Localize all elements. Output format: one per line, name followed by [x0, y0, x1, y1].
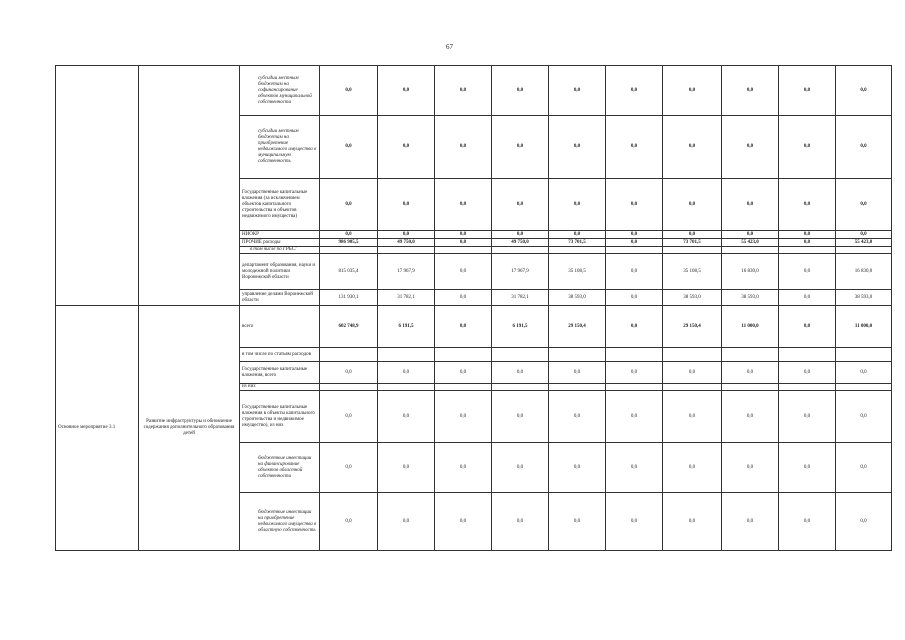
- value-cell: [549, 348, 606, 362]
- value-cell: [320, 348, 378, 362]
- value-cell: [378, 348, 435, 362]
- value-cell: 0,0: [435, 66, 492, 116]
- value-cell: 0,0: [836, 116, 892, 179]
- value-cell: 0,0: [606, 254, 663, 290]
- value-cell: 0,0: [492, 231, 549, 239]
- value-cell: 31 782,1: [492, 290, 549, 306]
- value-cell: 131 930,1: [320, 290, 378, 306]
- value-cell: 0,0: [492, 66, 549, 116]
- budget-table: [55, 65, 892, 551]
- value-cell: 0,0: [606, 179, 663, 231]
- value-cell: 0,0: [606, 362, 663, 384]
- value-cell: 0,0: [378, 116, 435, 179]
- value-cell: [779, 384, 836, 391]
- value-cell: 602 748,9: [320, 306, 378, 348]
- value-cell: 0,0: [435, 231, 492, 239]
- value-cell: 0,0: [549, 391, 606, 443]
- value-cell: [836, 384, 892, 391]
- value-cell: [492, 384, 549, 391]
- value-cell: 0,0: [663, 443, 722, 493]
- value-cell: 0,0: [836, 231, 892, 239]
- row-desc: НИОКР: [240, 231, 320, 239]
- value-cell: 0,0: [663, 66, 722, 116]
- value-cell: 0,0: [492, 116, 549, 179]
- table-row: [56, 306, 892, 348]
- page-number: 67: [446, 43, 453, 51]
- value-cell: 0,0: [663, 231, 722, 239]
- row-desc: в том числе по ГРБС:: [240, 247, 320, 254]
- value-cell: 0,0: [663, 391, 722, 443]
- value-cell: 0,0: [435, 254, 492, 290]
- value-cell: 16 830,0: [722, 254, 779, 290]
- value-cell: 0,0: [492, 362, 549, 384]
- value-cell: 49 750,0: [492, 239, 549, 247]
- value-cell: 16 830,0: [836, 254, 892, 290]
- value-cell: 11 000,0: [722, 306, 779, 348]
- value-cell: 0,0: [663, 116, 722, 179]
- value-cell: 0,0: [836, 179, 892, 231]
- value-cell: [492, 247, 549, 254]
- value-cell: 38 593,0: [836, 290, 892, 306]
- blank-cell: [56, 66, 139, 306]
- value-cell: [663, 384, 722, 391]
- value-cell: 0,0: [606, 443, 663, 493]
- value-cell: [722, 348, 779, 362]
- value-cell: [606, 348, 663, 362]
- value-cell: 0,0: [492, 391, 549, 443]
- table-row: [56, 66, 892, 116]
- value-cell: 0,0: [435, 290, 492, 306]
- row-desc: субсидии местным бюджетам на приобретение недвижимого имущества в муниципальную собственность: [240, 116, 320, 179]
- value-cell: 38 593,0: [549, 290, 606, 306]
- value-cell: 0,0: [663, 493, 722, 551]
- value-cell: 0,0: [320, 493, 378, 551]
- value-cell: 0,0: [435, 443, 492, 493]
- value-cell: 0,0: [836, 443, 892, 493]
- value-cell: 0,0: [606, 66, 663, 116]
- value-cell: 29 150,4: [549, 306, 606, 348]
- value-cell: [320, 247, 378, 254]
- blank-cell: [139, 66, 240, 306]
- value-cell: 55 423,0: [836, 239, 892, 247]
- value-cell: 0,0: [836, 362, 892, 384]
- value-cell: 0,0: [549, 231, 606, 239]
- value-cell: 0,0: [779, 362, 836, 384]
- value-cell: 0,0: [722, 179, 779, 231]
- value-cell: 29 150,4: [663, 306, 722, 348]
- value-cell: 0,0: [549, 443, 606, 493]
- value-cell: 17 967,9: [492, 254, 549, 290]
- value-cell: 0,0: [779, 443, 836, 493]
- value-cell: [606, 384, 663, 391]
- value-cell: 0,0: [378, 443, 435, 493]
- value-cell: [435, 384, 492, 391]
- value-cell: 11 000,0: [836, 306, 892, 348]
- value-cell: 0,0: [435, 179, 492, 231]
- value-cell: [722, 247, 779, 254]
- value-cell: [492, 348, 549, 362]
- value-cell: 0,0: [779, 306, 836, 348]
- value-cell: 0,0: [378, 66, 435, 116]
- value-cell: 0,0: [435, 239, 492, 247]
- value-cell: 0,0: [378, 391, 435, 443]
- value-cell: [378, 384, 435, 391]
- value-cell: [663, 247, 722, 254]
- value-cell: 0,0: [836, 493, 892, 551]
- value-cell: 0,0: [606, 290, 663, 306]
- value-cell: 0,0: [606, 239, 663, 247]
- row-desc: из них: [240, 384, 320, 391]
- value-cell: [435, 348, 492, 362]
- value-cell: 0,0: [722, 116, 779, 179]
- value-cell: 0,0: [320, 179, 378, 231]
- value-cell: 49 750,0: [378, 239, 435, 247]
- value-cell: 0,0: [779, 231, 836, 239]
- row-desc: Государственные капитальные вложения (за исключением объектов капитального строительства и объектов недвижимого имущества): [240, 179, 320, 231]
- value-cell: 6 191,5: [492, 306, 549, 348]
- value-cell: 986 905,5: [320, 239, 378, 247]
- row-desc: Государственные капитальные вложения в объекты капитального строительства и недвижимое имущество), из них: [240, 391, 320, 443]
- value-cell: 0,0: [435, 391, 492, 443]
- row-desc: всего: [240, 306, 320, 348]
- value-cell: [606, 247, 663, 254]
- value-cell: 0,0: [663, 362, 722, 384]
- value-cell: 0,0: [435, 493, 492, 551]
- value-cell: 0,0: [320, 231, 378, 239]
- value-cell: 0,0: [320, 391, 378, 443]
- row-desc: бюджетные инвестиции на финансирование объектов областной собственности: [240, 443, 320, 493]
- row-desc: в том числе по статьям расходов: [240, 348, 320, 362]
- value-cell: 0,0: [722, 66, 779, 116]
- measure-label: Основное мероприятие 3.1: [56, 306, 139, 551]
- value-cell: 0,0: [549, 179, 606, 231]
- value-cell: 0,0: [549, 116, 606, 179]
- value-cell: 0,0: [836, 66, 892, 116]
- row-desc: ПРОЧИЕ расходы: [240, 239, 320, 247]
- value-cell: 0,0: [549, 66, 606, 116]
- value-cell: 0,0: [779, 391, 836, 443]
- value-cell: [779, 247, 836, 254]
- row-desc: Государственные капитальные вложения, всего: [240, 362, 320, 384]
- value-cell: 38 593,0: [722, 290, 779, 306]
- row-desc: субсидии местным бюджетам на софинансирование объектов муниципальной собственности: [240, 66, 320, 116]
- value-cell: 0,0: [320, 443, 378, 493]
- value-cell: 35 108,5: [549, 254, 606, 290]
- value-cell: 0,0: [549, 493, 606, 551]
- value-cell: [549, 384, 606, 391]
- value-cell: 0,0: [435, 116, 492, 179]
- value-cell: 0,0: [378, 362, 435, 384]
- value-cell: [663, 348, 722, 362]
- value-cell: 0,0: [779, 254, 836, 290]
- value-cell: 0,0: [779, 179, 836, 231]
- value-cell: 0,0: [779, 239, 836, 247]
- value-cell: 0,0: [722, 443, 779, 493]
- value-cell: 73 701,5: [663, 239, 722, 247]
- row-desc: управление делами Воронежской области: [240, 290, 320, 306]
- value-cell: 0,0: [606, 391, 663, 443]
- value-cell: 6 191,5: [378, 306, 435, 348]
- value-cell: 0,0: [779, 493, 836, 551]
- value-cell: 0,0: [722, 231, 779, 239]
- value-cell: [549, 247, 606, 254]
- value-cell: [779, 348, 836, 362]
- value-cell: 0,0: [492, 179, 549, 231]
- value-cell: 0,0: [722, 362, 779, 384]
- value-cell: 0,0: [378, 231, 435, 239]
- value-cell: [435, 247, 492, 254]
- value-cell: [378, 247, 435, 254]
- row-desc: департамент образования, науки и молодежной политики Воронежской области: [240, 254, 320, 290]
- value-cell: 0,0: [836, 391, 892, 443]
- value-cell: 0,0: [378, 179, 435, 231]
- value-cell: 0,0: [722, 391, 779, 443]
- measure-name: Развитие инфраструктуры и обновление содержания дополнительного образования детей: [139, 306, 240, 551]
- value-cell: 0,0: [320, 362, 378, 384]
- value-cell: 0,0: [779, 116, 836, 179]
- value-cell: 0,0: [320, 116, 378, 179]
- value-cell: 0,0: [549, 362, 606, 384]
- value-cell: 0,0: [779, 66, 836, 116]
- value-cell: 0,0: [606, 306, 663, 348]
- value-cell: 0,0: [779, 290, 836, 306]
- value-cell: 0,0: [606, 116, 663, 179]
- value-cell: 73 701,5: [549, 239, 606, 247]
- value-cell: 0,0: [435, 362, 492, 384]
- row-desc: бюджетные инвестиции на приобретение недвижимого имущества в областную собственность: [240, 493, 320, 551]
- value-cell: 0,0: [492, 493, 549, 551]
- value-cell: 0,0: [435, 306, 492, 348]
- value-cell: 31 782,1: [378, 290, 435, 306]
- value-cell: 0,0: [606, 493, 663, 551]
- value-cell: 0,0: [492, 443, 549, 493]
- value-cell: 0,0: [722, 493, 779, 551]
- value-cell: [320, 384, 378, 391]
- value-cell: 815 035,4: [320, 254, 378, 290]
- value-cell: 0,0: [378, 493, 435, 551]
- value-cell: [836, 247, 892, 254]
- value-cell: 0,0: [320, 66, 378, 116]
- value-cell: 0,0: [663, 179, 722, 231]
- value-cell: 0,0: [606, 231, 663, 239]
- value-cell: 38 593,0: [663, 290, 722, 306]
- value-cell: [836, 348, 892, 362]
- value-cell: 17 967,9: [378, 254, 435, 290]
- value-cell: 55 423,0: [722, 239, 779, 247]
- value-cell: [722, 384, 779, 391]
- value-cell: 35 108,5: [663, 254, 722, 290]
